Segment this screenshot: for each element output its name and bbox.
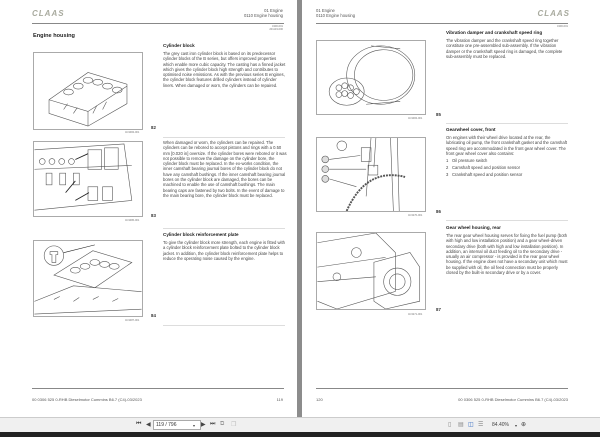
header-section: 0110 Engine housing xyxy=(316,13,356,18)
section-heading: Gearwheel cover, front xyxy=(446,127,496,132)
header-code: 201133-000 xyxy=(269,28,283,31)
claas-logo: CLAAS xyxy=(32,9,65,18)
footer-doc: 00 0306 525 0-RHB Dieselmotor Cummins B6.7 (C4)-03/2023 xyxy=(32,397,142,402)
figure-number: 86 xyxy=(436,209,441,214)
component-list xyxy=(446,158,570,177)
previous-page-icon[interactable]: ◀ xyxy=(146,422,151,428)
figure-code: 4C3487-001 xyxy=(125,319,140,322)
figure-code: 4C3484-001 xyxy=(125,131,140,134)
section-heading: Gear wheel housing, rear xyxy=(446,225,501,230)
figure-number: 85 xyxy=(436,112,441,117)
next-page-icon[interactable]: ▶ xyxy=(201,422,206,428)
figure-number: 82 xyxy=(151,125,156,130)
section-text: The rear gear wheel housing serves for fixing the fuel pump (both with high and low installation position) and a gear wheel-driven secondary drive (both with high and low installation position). In addition, an internal oil duct feeding oil to the secondary drive - usually an air compressor - is provided in the rear gear wheel housing. If the engine does not have a secondary unit which must be supplied with oil, the oil feed connection must be properly closed by the built-in secondary drive or by a cover. xyxy=(446,233,568,276)
section-vibration-damper xyxy=(446,30,570,59)
figure-code: 4C3486-001 xyxy=(125,219,140,222)
pdf-viewer-toolbar xyxy=(0,417,600,432)
paste-icon[interactable]: ❐ xyxy=(231,422,237,428)
figure-gear-wheel-housing xyxy=(316,232,426,310)
scroll-mode-icon[interactable]: ☰ xyxy=(478,422,484,428)
section-gear-wheel-housing xyxy=(446,225,570,275)
section-text: On engines with their wheel drive located at the rear, the lubricating oil pump, the front crankshaft gasket and the camshaft speed ring are accommodated in the front gear wheel cover. The front gear wheel cover also contains: xyxy=(446,135,568,156)
figure-vibration-damper xyxy=(316,40,426,115)
section-reinforcement-plate xyxy=(163,232,287,261)
figure-code: 4C3271-001 xyxy=(408,313,423,316)
zoom-dropdown-icon[interactable]: ▾ xyxy=(515,423,518,428)
figure-number: 84 xyxy=(151,313,156,318)
figure-code: 4C3270-001 xyxy=(408,214,423,217)
page-dropdown-icon[interactable]: ▾ xyxy=(193,423,196,428)
section-text: The grey cast iron cylinder block is based on its predecessor cylinder blocks of the B series, but offers improved properties which enable more cubic capacity. The casting has a finned jacket which gives the cylinder block high strength and contributes to optimised noise emissions. As with the previous series B engines, the cylinder block features drilled cylinders instead of cylinder liners. When damaged or worn, the cylinders can be repaired. xyxy=(163,51,286,88)
zoom-in-icon[interactable]: ⊕ xyxy=(521,422,527,428)
figure-reinforcement-plate xyxy=(33,240,143,317)
two-page-icon[interactable]: ◫ xyxy=(468,422,474,428)
continuous-icon[interactable]: ▤ xyxy=(458,422,464,428)
figure-code: 4C3484-001 xyxy=(408,117,423,120)
figure-number: 87 xyxy=(436,307,441,312)
page-title: Engine housing xyxy=(33,33,75,39)
header-code: 4300-001 xyxy=(557,25,568,28)
header-section: 0110 Engine housing xyxy=(243,13,283,18)
figure-gearwheel-cover xyxy=(316,137,426,212)
copy-icon[interactable]: ⧉ xyxy=(220,421,225,427)
figure-number: 83 xyxy=(151,213,156,218)
section-heading: Cylinder block xyxy=(163,43,195,48)
header-chapter: 01 Engine xyxy=(264,8,283,13)
footer-page-number: 119 xyxy=(276,397,283,402)
footer-page-number: 120 xyxy=(316,397,323,402)
section-text: To give the cylinder block more strength, each engine is fitted with a cylinder block reinforcement plate bolted to the cylinder block jacket. In addition, the cylinder block reinforcement plate helps to reduce the operating noise caused by the engine. xyxy=(163,240,285,261)
section-text: The vibration damper and the crankshaft speed ring together constitute one pre-assembled sub-assembly. If the vibration damper or the crankshaft speed ring is damaged, the complete sub-assembly must be replaced. xyxy=(446,38,563,59)
single-page-icon[interactable]: ▯ xyxy=(448,422,452,428)
zoom-level[interactable]: 84.40% xyxy=(492,422,509,428)
header-code: 4300-001 xyxy=(272,25,283,28)
list-item: 3 Crankshaft speed and position sensor xyxy=(446,171,523,177)
section-cylinder-block xyxy=(163,43,287,88)
claas-logo: CLAAS xyxy=(537,9,570,18)
header-chapter: 01 Engine xyxy=(316,8,335,13)
page-header xyxy=(316,8,355,18)
taskbar-strip xyxy=(0,432,600,437)
list-item: 2 Camshaft speed and position sensor xyxy=(446,164,520,170)
figure-camshaft-bores xyxy=(33,141,143,217)
figure-cylinder-block xyxy=(33,52,143,130)
footer-doc: 00 0306 525 0-RHB Dieselmotor Cummins B6.7 (C4)-03/2023 xyxy=(458,397,568,402)
pdf-page-left xyxy=(0,0,297,417)
section-heading: Cylinder block reinforcement plate xyxy=(163,232,239,237)
page-header xyxy=(244,8,283,18)
section-heading: Vibration damper and crankshaft speed ring xyxy=(446,30,543,35)
list-item: 1 Oil pressure switch xyxy=(446,158,488,164)
pdf-page-right xyxy=(302,0,600,417)
section-text: When damaged or worn, the cylinders can be repaired. The cylinders can be rebored to accept pistons and rings with a 0.50 mm [0.020 in] oversize. If the cylinder bores were rebored or it was not possible to remove the damage on the cylinder bore, the cylinder block must be replaced. In the ex-works condition, the inner camshaft bearing journal bores of the cylinder block do not have any camshaft bushings. If the inner camshaft bearing journal bores on the cylinder block are damaged, the bores can be machined to enable the use of camshaft bushings. The main bearing caps are fastened by two bolts. In the event of damage to the main bearing bore, the cylinder block must be replaced. xyxy=(163,140,287,198)
first-page-icon[interactable]: ⏮ xyxy=(136,421,142,427)
section-gearwheel-cover xyxy=(446,127,570,177)
last-page-icon[interactable]: ⏭ xyxy=(210,421,216,427)
